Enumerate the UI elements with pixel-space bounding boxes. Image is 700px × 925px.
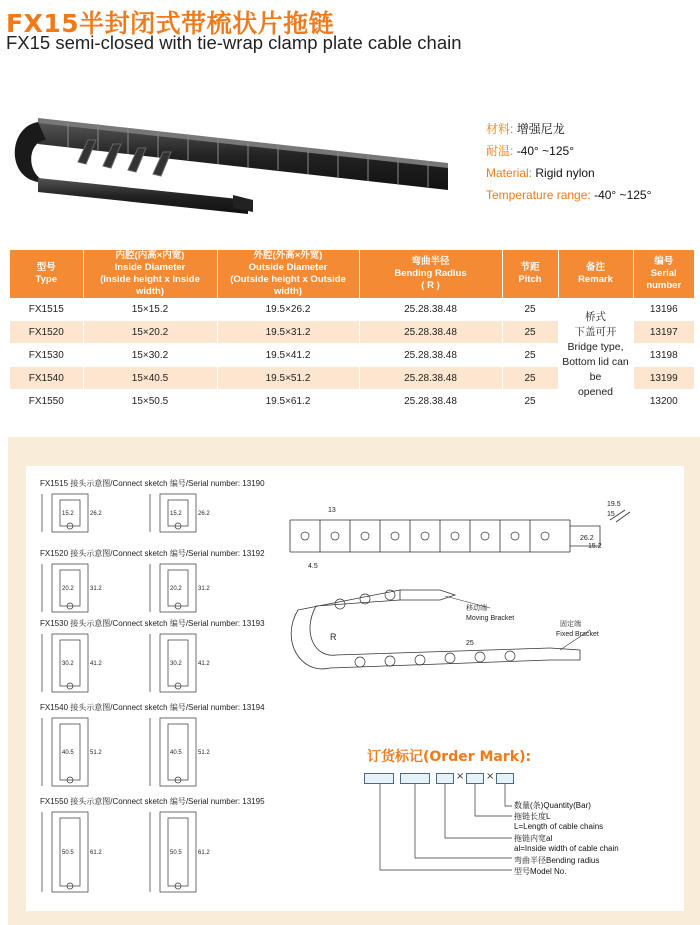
connect-sketch-drawing: [38, 630, 238, 702]
order-label-model: 型号Model No.: [514, 867, 567, 876]
dim-15-2: 15.2: [588, 543, 602, 550]
cell-inside: 15×40.5: [83, 367, 217, 390]
order-box-width: [436, 773, 454, 784]
cell-inside: 15×15.2: [83, 298, 217, 321]
material-cn-label: 材料:: [486, 122, 514, 136]
cell-pitch: 25: [502, 321, 558, 344]
sketch-dim-outer: 41.2: [198, 661, 210, 667]
cell-type: FX1515: [10, 298, 83, 321]
cell-pitch: 25: [502, 344, 558, 367]
sketch-dim-inner: 20.2: [62, 586, 74, 592]
fixed-bracket-en: Fixed Bracket: [556, 631, 599, 638]
sketch-dim-outer: 61.2: [198, 850, 210, 856]
temp-cn-label: 耐温:: [486, 144, 514, 158]
table-header-row: [10, 250, 694, 298]
sketch-dim-outer: 61.2: [90, 850, 102, 856]
order-label-quantity: 数量(条)Quantity(Bar): [514, 801, 591, 810]
cell-radius: 25.28.38.48: [359, 344, 502, 367]
material-cn-value: 增强尼龙: [516, 122, 565, 136]
sketch-dim-outer: 26.2: [198, 511, 210, 517]
cell-pitch: 25: [502, 390, 558, 413]
order-label-radius: 弯曲半径Bending radius: [514, 856, 600, 865]
cell-serial: 13200: [633, 390, 694, 413]
cell-type: FX1520: [10, 321, 83, 344]
connect-sketch-title: FX1515 接头示意图/Connect sketch 编号/Serial number: 13190: [40, 479, 265, 488]
moving-bracket-en: Moving Bracket: [466, 615, 515, 622]
temp-cn-value: -40° ~125°: [516, 144, 574, 158]
col-type: 型号 Type: [10, 250, 83, 298]
table-row: [10, 298, 694, 321]
fixed-bracket-cn: 固定端: [560, 620, 581, 628]
col-inside-diameter: 内腔(内高×内宽) Inside Diameter (Inside height x Inside width): [83, 250, 217, 298]
material-en-value: Rigid nylon: [535, 166, 595, 180]
dim-26-2: 26.2: [580, 535, 594, 542]
cell-radius: 25.28.38.48: [359, 390, 502, 413]
cell-inside: 15×20.2: [83, 321, 217, 344]
order-mark-title: 订货标记(Order Mark):: [367, 749, 532, 765]
material-specs: [486, 118, 651, 206]
cell-remark: 桥式 下盖可开 Bridge type, Bottom lid can be opened: [558, 298, 633, 413]
material-en-label: Material:: [486, 166, 533, 180]
dim-13: 13: [328, 507, 336, 514]
connect-sketch-title: FX1540 接头示意图/Connect sketch 编号/Serial number: 13194: [40, 703, 265, 712]
cell-serial: 13196: [633, 298, 694, 321]
cable-chain-photo: [8, 82, 478, 222]
dim-15: 15: [607, 511, 615, 518]
sketch-dim-inner: 40.5: [170, 750, 182, 756]
sketch-dim-inner: 15.2: [170, 511, 182, 517]
order-label-length-cn: 拖链长度L: [514, 812, 551, 821]
connect-sketch-title: FX1520 接头示意图/Connect sketch 编号/Serial number: 13192: [40, 549, 265, 558]
cell-radius: 25.28.38.48: [359, 367, 502, 390]
cell-inside: 15×30.2: [83, 344, 217, 367]
connect-sketch-drawing: [38, 808, 238, 902]
sketch-dim-outer: 41.2: [90, 661, 102, 667]
sketch-dim-inner: 15.2: [62, 511, 74, 517]
connect-sketch-drawing: [38, 560, 238, 622]
page-subtitle: FX15 semi-closed with tie-wrap clamp plate cable chain: [6, 32, 462, 53]
cell-outside: 19.5×31.2: [217, 321, 359, 344]
order-box-quantity: [496, 773, 514, 784]
order-box-length: [466, 773, 484, 784]
connect-sketch-drawing: [38, 490, 238, 542]
sketch-dim-inner: 50.5: [170, 850, 182, 856]
col-remark: 备注 Remark: [558, 250, 633, 298]
sketch-dim-inner: 40.5: [62, 750, 74, 756]
cell-outside: 19.5×61.2: [217, 390, 359, 413]
order-label-width-en: al=Inside width of cable chain: [514, 844, 619, 853]
temp-en-value: -40° ~125°: [594, 188, 652, 202]
order-box-model: [364, 773, 394, 784]
sketch-dim-inner: 30.2: [170, 661, 182, 667]
cell-inside: 15×50.5: [83, 390, 217, 413]
sketch-dim-outer: 51.2: [198, 750, 210, 756]
cell-outside: 19.5×51.2: [217, 367, 359, 390]
sketch-dim-inner: 50.5: [62, 850, 74, 856]
col-pitch: 节距 Pitch: [502, 250, 558, 298]
sketch-dim-outer: 51.2: [90, 750, 102, 756]
order-leader-lines: [360, 784, 520, 876]
order-multiply-2: ×: [486, 771, 495, 782]
order-label-length-en: L=Length of cable chains: [514, 822, 604, 831]
moving-bracket-cn: 移动端: [466, 604, 487, 612]
sketch-dim-outer: 26.2: [90, 511, 102, 517]
page-title: FX15半封闭式带梳状片拖链: [6, 9, 335, 38]
sketch-dim-outer: 31.2: [90, 586, 102, 592]
sketch-dim-inner: 30.2: [62, 661, 74, 667]
connect-sketch-title: FX1550 接头示意图/Connect sketch 编号/Serial number: 13195: [40, 797, 265, 806]
radius-label: R: [330, 632, 337, 642]
dim-4-5: 4.5: [308, 563, 318, 570]
col-serial-number: 编号 Serial number: [633, 250, 694, 298]
dim-25: 25: [466, 640, 474, 647]
col-outside-diameter: 外腔(外高×外宽) Outside Diameter (Outside height x Outside width): [217, 250, 359, 298]
chain-technical-diagram: [280, 500, 660, 700]
cell-type: FX1540: [10, 367, 83, 390]
order-label-width-cn: 拖链内宽al: [514, 834, 553, 843]
cell-radius: 25.28.38.48: [359, 298, 502, 321]
spec-table: [10, 250, 694, 413]
connect-sketch-drawing: [38, 714, 238, 796]
cell-serial: 13197: [633, 321, 694, 344]
cell-type: FX1550: [10, 390, 83, 413]
temp-en-label: Temperature range:: [486, 188, 591, 202]
sketch-dim-inner: 20.2: [170, 586, 182, 592]
order-box-radius: [400, 773, 430, 784]
order-multiply-1: ×: [456, 771, 465, 782]
dim-19-5: 19.5: [607, 501, 621, 508]
cell-outside: 19.5×41.2: [217, 344, 359, 367]
cell-serial: 13198: [633, 344, 694, 367]
col-bending-radius: 弯曲半径 Bending Radius ( R ): [359, 250, 502, 298]
cell-type: FX1530: [10, 344, 83, 367]
connect-sketch-title: FX1530 接头示意图/Connect sketch 编号/Serial number: 13193: [40, 619, 265, 628]
cell-pitch: 25: [502, 367, 558, 390]
cell-pitch: 25: [502, 298, 558, 321]
cell-serial: 13199: [633, 367, 694, 390]
sketch-dim-outer: 31.2: [198, 586, 210, 592]
cell-outside: 19.5×26.2: [217, 298, 359, 321]
cell-radius: 25.28.38.48: [359, 321, 502, 344]
